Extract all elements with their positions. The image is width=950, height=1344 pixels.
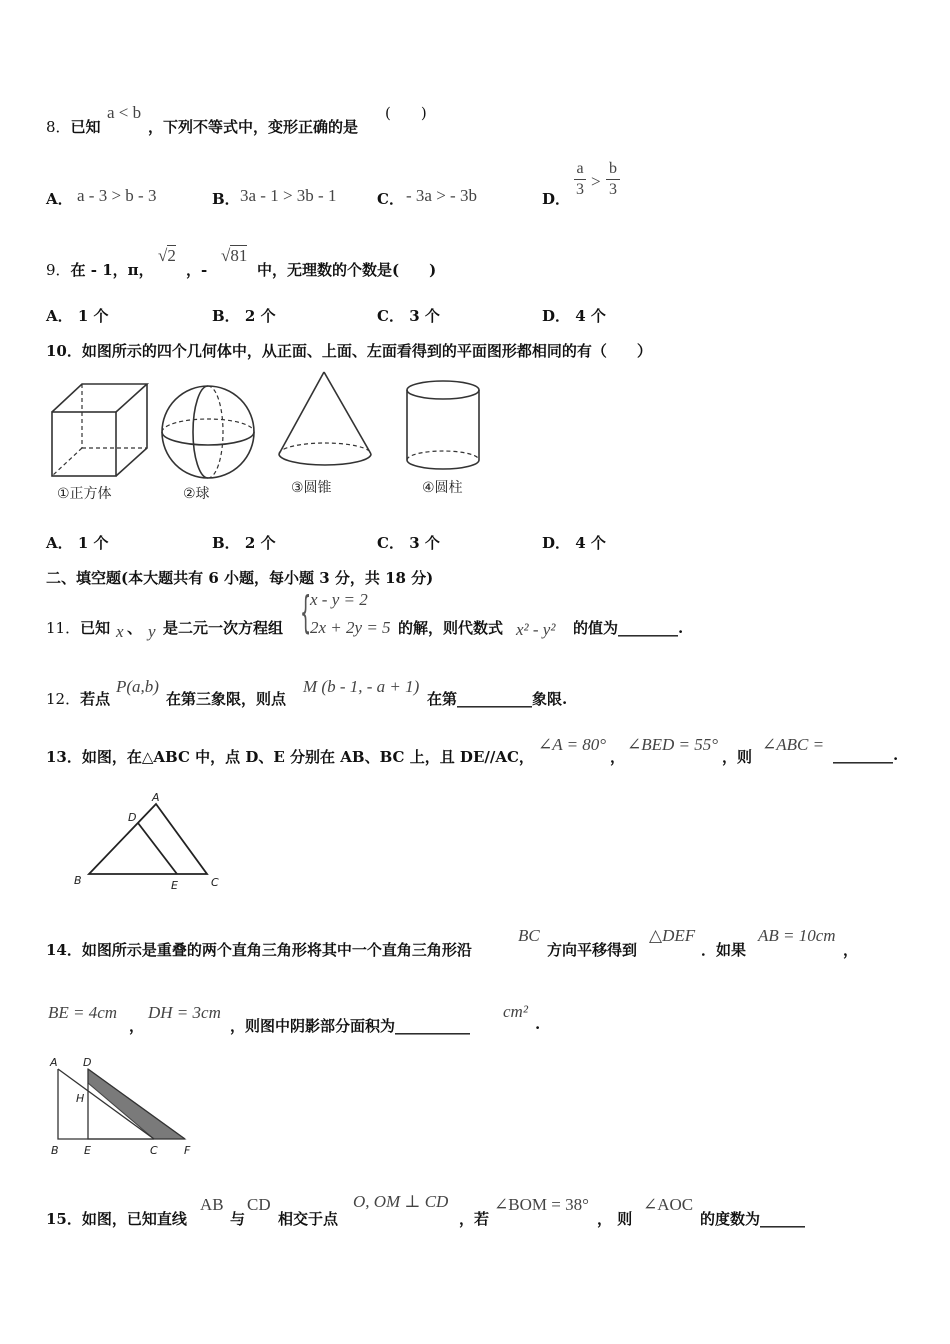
q8-option-c: - 3a > - 3b	[406, 186, 477, 205]
q8-option-d-fraction-right: b 3	[606, 160, 620, 199]
q8-condition: a < b	[107, 103, 142, 122]
q14-def: △DEF	[649, 926, 696, 945]
q12-stem-mid: 在第三象限，则点	[166, 690, 287, 708]
q11-brace: {	[300, 587, 312, 638]
q8-stem: 8．已知	[46, 118, 101, 136]
figure-label-cube: ①正方体	[57, 486, 112, 502]
q12-stem-pre: 12．若点	[46, 690, 111, 708]
cone-figure	[279, 372, 371, 465]
q8-stem-post: ，下列不等式中，变形正确的是	[148, 118, 359, 136]
q14-tail: ，	[843, 941, 859, 959]
q14-dh: DH = 3cm	[148, 1003, 221, 1022]
q11-stem-post1: 的解，则代数式	[398, 619, 504, 637]
q15-cd: CD	[247, 1195, 271, 1214]
q11-var-y: y	[148, 622, 156, 641]
q13-then: ，则	[722, 748, 753, 766]
q9-sqrt81: √81	[221, 246, 248, 265]
q9-option-c: C． 3 个	[377, 307, 440, 325]
q13-angle-abc: ∠ABC =	[762, 735, 825, 754]
q15-aoc: ∠AOC	[643, 1195, 694, 1214]
q15-ab: AB	[200, 1195, 224, 1214]
q8-paren: ( )	[385, 104, 427, 122]
q14-comma: ，	[129, 1017, 145, 1035]
q11-sep: 、	[127, 619, 143, 637]
q10-option-d: D． 4 个	[542, 534, 606, 552]
cube-figure	[52, 384, 147, 476]
q9-option-a: A． 1 个	[46, 307, 109, 325]
q15-if: ，若	[459, 1210, 490, 1228]
label-b: B	[51, 1144, 59, 1157]
q14-if: ．如果	[701, 941, 747, 959]
q9-stem-pre: 9．在 - 1，π，	[46, 261, 154, 279]
figure-label-sphere: ②球	[183, 486, 210, 502]
q14-bc: BC	[518, 926, 540, 945]
q14-dot: .	[535, 1015, 541, 1033]
q12-stem-post: 在第__________象限.	[427, 690, 568, 708]
q15-post: 的度数为______	[700, 1210, 806, 1228]
q13-triangle-figure	[70, 788, 230, 894]
figure-label-cylinder: ④圆柱	[422, 480, 463, 496]
label-e: E	[171, 879, 178, 892]
label-c: C	[211, 876, 219, 889]
q8-option-c-label: C．	[377, 190, 404, 208]
q10-solids-figure	[45, 370, 490, 508]
q8-option-d-fraction-left: a 3	[576, 160, 584, 198]
q15-o: O, OM ⊥ CD	[353, 1192, 449, 1211]
q15-and: 与	[230, 1210, 246, 1228]
q13-blank: ________.	[833, 746, 899, 764]
q13-comma: ，	[610, 748, 626, 766]
figure-label-cone: ③圆锥	[291, 480, 332, 496]
q10-option-c: C． 3 个	[377, 534, 440, 552]
q14-be: BE = 4cm	[48, 1003, 118, 1022]
q8-option-b-label: B．	[212, 190, 240, 208]
q9-sqrt2: √2	[158, 246, 176, 265]
label-c: C	[150, 1144, 158, 1157]
q14-unit: cm²	[503, 1002, 528, 1021]
label-h: H	[76, 1092, 85, 1105]
q14-triangles-figure	[45, 1055, 205, 1160]
q11-stem-pre: 11．已知	[46, 619, 111, 637]
q11-expression: x² - y²	[516, 620, 556, 639]
q10-option-a: A． 1 个	[46, 534, 109, 552]
q8-option-d-label: D．	[542, 190, 571, 208]
section-heading-fill-in: 二、填空题(本大题共有 6 小题，每小题 3 分，共 18 分)	[46, 569, 434, 587]
q9-stem-post: 中，无理数的个数是( )	[257, 261, 437, 279]
label-e: E	[84, 1144, 91, 1157]
label-d: D	[128, 811, 137, 824]
q9-option-b: B． 2 个	[212, 307, 276, 325]
label-d: D	[83, 1056, 92, 1069]
cylinder-figure	[407, 381, 479, 469]
q14-mid: 方向平移得到	[547, 941, 638, 959]
q8-option-b: 3a - 1 > 3b - 1	[240, 186, 337, 205]
q12-point-m: M (b - 1, - a + 1)	[303, 677, 420, 696]
q13-angle-bed: ∠BED = 55°	[627, 735, 719, 754]
q8-option-a: a - 3 > b - 3	[77, 186, 157, 205]
q9-option-d: D． 4 个	[542, 307, 606, 325]
q9-stem-mid: ，-	[186, 261, 208, 279]
q15-stem: 15．如图，已知直线	[46, 1210, 187, 1228]
q15-mid: 相交于点	[278, 1210, 339, 1228]
q11-stem-mid: 是二元一次方程组	[163, 619, 284, 637]
q14-post: ，则图中阴影部分面积为__________	[230, 1017, 471, 1035]
q12-point-p: P(a,b)	[116, 677, 159, 696]
q14-stem: 14．如图所示是重叠的两个直角三角形将其中一个直角三角形沿	[46, 941, 472, 959]
sphere-figure	[162, 386, 254, 478]
q8-option-d-op: >	[591, 172, 601, 191]
q13-angle-a: ∠A = 80°	[538, 735, 607, 754]
label-b: B	[74, 874, 82, 887]
label-a: A	[50, 1056, 58, 1069]
q11-stem-post2: 的值为________.	[573, 619, 684, 637]
q8-option-a-label: A．	[46, 190, 73, 208]
q11-equation-2: 2x + 2y = 5	[310, 618, 391, 637]
q15-bom: ∠BOM = 38°	[494, 1195, 589, 1214]
q11-equation-1: x - y = 2	[310, 590, 368, 609]
label-f: F	[184, 1144, 191, 1157]
label-a: A	[152, 791, 160, 804]
q13-stem: 13．如图，在△ABC 中，点 D、E 分别在 AB、BC 上，且 DE//AC，	[46, 748, 534, 766]
q10-stem: 10．如图所示的四个几何体中，从正面、上面、左面看得到的平面图形都相同的有（ ）	[46, 342, 652, 360]
q11-var-x: x	[116, 622, 124, 641]
q15-then: ， 则	[597, 1210, 633, 1228]
q14-ab: AB = 10cm	[758, 926, 836, 945]
q10-option-b: B． 2 个	[212, 534, 276, 552]
